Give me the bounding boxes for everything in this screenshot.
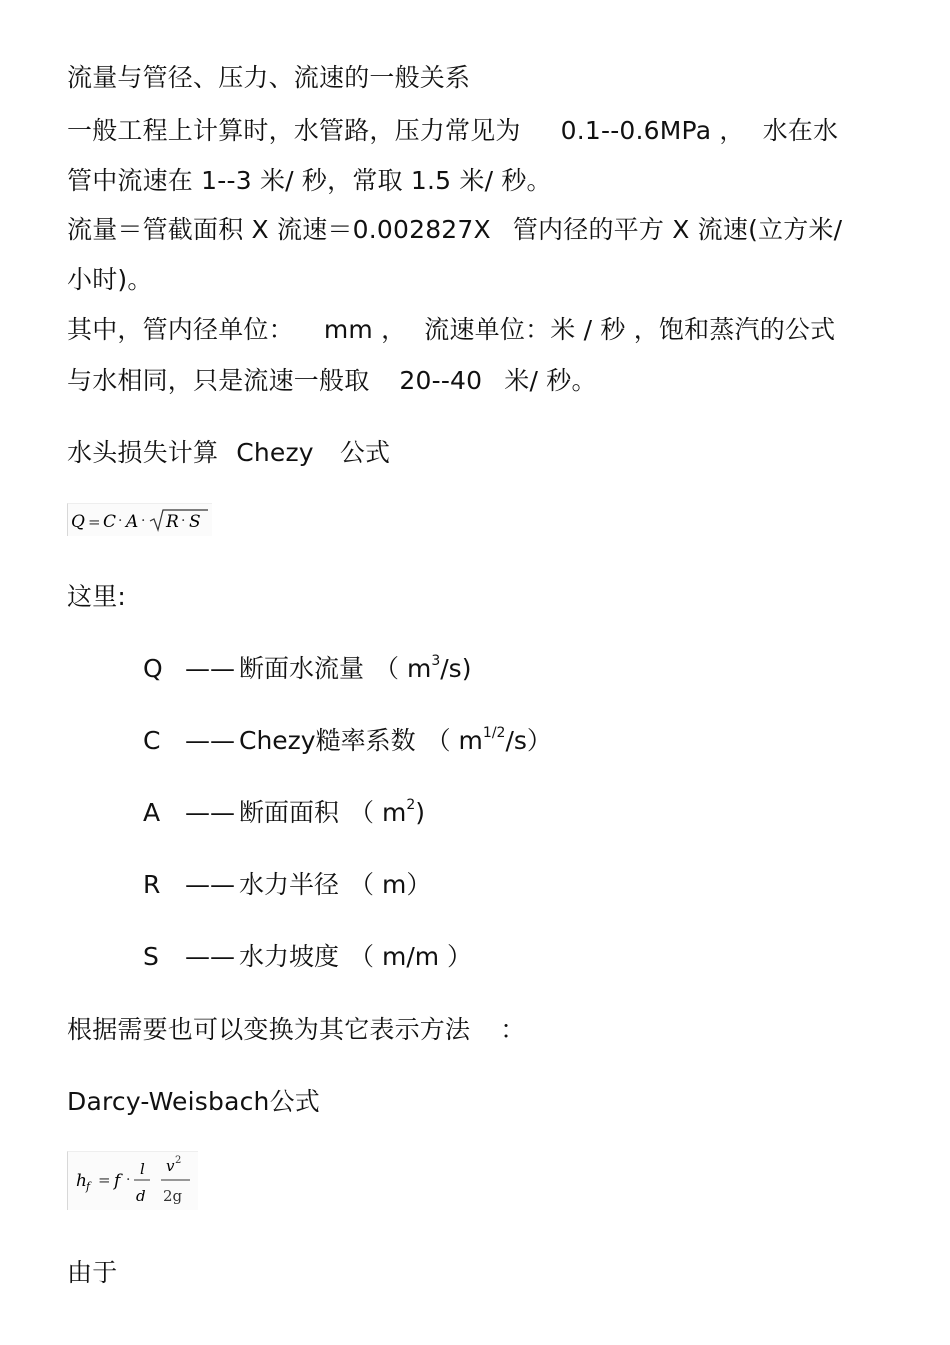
definition-symbol: A (143, 798, 161, 827)
definition-dash: —— (185, 942, 235, 971)
definition-name: Chezy糙率系数 (239, 726, 416, 755)
svg-text:2g: 2g (163, 1187, 183, 1205)
definition-unit: /s) (440, 654, 472, 683)
text-span: 由于 (67, 1258, 118, 1287)
definition-s (143, 941, 472, 973)
text-span: 0.1--0.6MPa ， (560, 116, 745, 145)
text-span: 一般工程上计算时，水管路，压力常见为 (67, 116, 521, 145)
text-span: 小时)。 (67, 265, 153, 294)
svg-text:·: · (141, 513, 146, 529)
definition-unit-sup: 1/2 (482, 725, 506, 741)
text-span: 这里: (67, 582, 127, 611)
text-span: 公式 (339, 438, 391, 467)
text-span: 其中，管内径单位： (67, 315, 294, 344)
definition-symbol: Q (143, 654, 163, 683)
text-span: 管中流速在 1--3 米/ 秒，常取 1.5 米/ 秒。 (67, 166, 552, 195)
text-span: Darcy-Weisbach公式 (67, 1087, 320, 1116)
definition-name: 断面水流量 (239, 654, 365, 683)
text-span: 水在水 (762, 116, 839, 145)
text-span: Chezy (236, 438, 314, 467)
paragraph-line (67, 214, 842, 246)
chezy-formula-image (67, 503, 212, 536)
definition-symbol: C (143, 726, 161, 755)
definition-unit: ) (415, 798, 426, 827)
document-title (67, 62, 470, 94)
svg-text:·: · (126, 1172, 131, 1188)
svg-text:R: R (166, 512, 179, 532)
definition-unit: /s） (505, 726, 552, 755)
definition-dash: —— (185, 798, 235, 827)
svg-text:·: · (181, 513, 186, 529)
svg-text:l: l (140, 1160, 145, 1178)
svg-text:Q: Q (71, 512, 85, 532)
text-span: 20--40 (399, 366, 483, 395)
paragraph-line (67, 115, 838, 147)
text-span: 与水相同，只是流速一般取 (67, 366, 370, 395)
paragraph-line (67, 314, 835, 346)
definition-q (143, 653, 471, 685)
svg-text:=: = (88, 513, 101, 531)
definition-symbol: R (143, 870, 161, 899)
title-text: 流量与管径、压力、流速的一般关系 (67, 63, 471, 92)
paragraph-line (67, 581, 126, 613)
definition-unit: （ m） (349, 870, 432, 899)
text-span: 水头损失计算 (67, 438, 219, 467)
svg-text:S: S (189, 512, 201, 532)
definition-unit: （ m (374, 654, 432, 683)
definition-dash: —— (185, 654, 235, 683)
paragraph-line (67, 1014, 525, 1046)
paragraph-line (67, 264, 153, 296)
svg-text:f: f (114, 1171, 121, 1191)
definition-unit: （ m (425, 726, 483, 755)
definition-name: 水力半径 (239, 870, 340, 899)
text-span: 流速单位：米 / 秒 ，饱和蒸汽的公式 (424, 315, 836, 344)
definition-name: 水力坡度 (239, 942, 340, 971)
svg-text:d: d (136, 1187, 146, 1205)
text-span: 米/ 秒。 (504, 366, 597, 395)
definition-r (143, 869, 431, 901)
paragraph-line (67, 165, 552, 197)
definition-c (143, 725, 552, 757)
definition-dash: —— (185, 726, 235, 755)
definition-dash: —— (185, 870, 235, 899)
paragraph-line (67, 1257, 117, 1289)
text-span: 管内径的平方 X 流速(立方米/ (512, 215, 843, 244)
svg-text:A: A (126, 512, 139, 532)
text-span: 根据需要也可以变换为其它表示方法 (67, 1015, 471, 1044)
text-span: mm ， (323, 315, 407, 344)
svg-text:f: f (86, 1180, 91, 1193)
definition-unit-sup: 2 (406, 797, 416, 813)
section-heading (67, 1086, 320, 1118)
text-span: ： (500, 1015, 526, 1044)
paragraph-line (67, 365, 597, 397)
svg-text:=: = (98, 1171, 111, 1189)
definition-a (143, 797, 425, 829)
svg-text:C: C (103, 512, 117, 532)
svg-text:v: v (166, 1157, 175, 1175)
definition-unit: （ m/m ） (349, 942, 473, 971)
svg-text:h: h (76, 1171, 87, 1191)
section-heading (67, 437, 390, 469)
text-span: 流量＝管截面积 X 流速＝0.002827X (67, 215, 491, 244)
definition-unit: （ m (349, 798, 407, 827)
definition-name: 断面面积 (239, 798, 340, 827)
definition-unit-sup: 3 (431, 653, 441, 669)
svg-text:·: · (118, 513, 123, 529)
darcy-formula-image (67, 1151, 198, 1210)
definition-symbol: S (143, 942, 159, 971)
svg-text:2: 2 (175, 1155, 182, 1166)
